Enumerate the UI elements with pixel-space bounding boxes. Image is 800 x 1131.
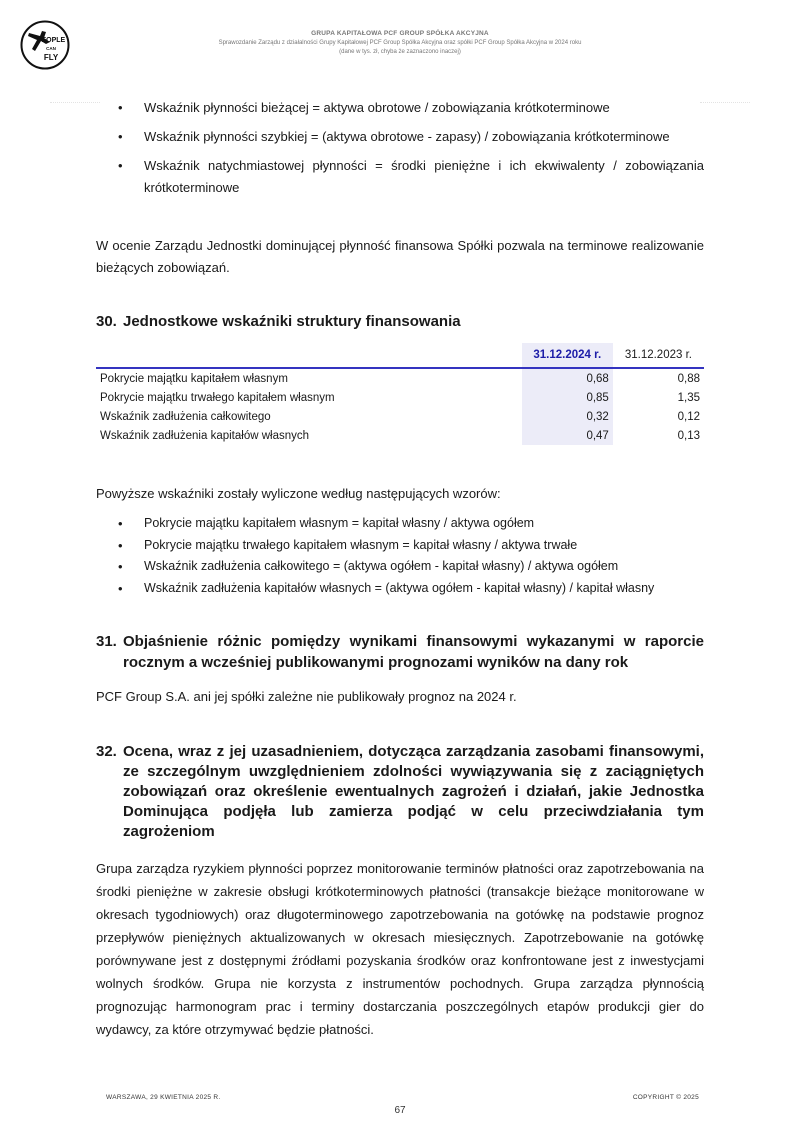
list-item: • Wskaźnik zadłużenia kapitałów własnych = (aktywa ogółem - kapitał własny) / kapitał własny: [96, 578, 704, 600]
list-item: • Wskaźnik natychmiastowej płynności = środki pieniężne i ich ekwiwalenty / zobowiązania krótkoterminowe: [96, 155, 704, 199]
footer-date: WARSZAWA, 29 KWIETNIA 2025 R.: [106, 1094, 221, 1101]
section-title: Objaśnienie różnic pomiędzy wynikami finansowymi wykazanymi w raporcie rocznym a wcześniej publikowanymi prognozami wyników na dany rok: [123, 633, 704, 671]
report-units-note: (dane w tys. zł, chyba że zaznaczono inaczej): [339, 49, 461, 55]
list-item: • Wskaźnik płynności szybkiej = (aktywa obrotowe - zapasy) / zobowiązania krótkoterminowe: [96, 126, 704, 148]
list-item: • Wskaźnik zadłużenia całkowitego = (aktywa ogółem - kapitał własny) / aktywa ogółem: [96, 556, 704, 578]
row-label: Pokrycie majątku kapitałem własnym: [100, 372, 288, 385]
value-2024: 0,47: [522, 426, 613, 445]
list-item: • Pokrycie majątku trwałego kapitałem własnym = kapitał własny / aktywa trwałe: [96, 535, 704, 557]
page-header: [0, 0, 800, 100]
section-number: 30.: [96, 313, 117, 330]
value-2023: 0,12: [677, 410, 700, 423]
table-row: [96, 388, 704, 407]
list-item: • Pokrycie majątku kapitałem własnym = kapitał własny / aktywa ogółem: [96, 513, 704, 535]
table-row: [96, 426, 704, 445]
header-divider-right: [700, 102, 750, 103]
people-can-fly-logo: [20, 20, 70, 70]
column-header: [96, 343, 522, 368]
section-number: 32.: [96, 743, 117, 760]
value-2024: 0,68: [522, 368, 613, 388]
list-item: • Wskaźnik płynności bieżącej = aktywa obrotowe / zobowiązania krótkoterminowe: [96, 97, 704, 119]
value-2023: 0,13: [677, 429, 700, 442]
row-label: Wskaźnik zadłużenia całkowitego: [100, 410, 271, 423]
table-header-row: [96, 343, 704, 368]
report-subtitle: Sprawozdanie Zarządu z działalności Grupy Kapitałowej PCF Group Spółka Akcyjna oraz spółki PCF Group Spółka Akcyjna w 2024 roku: [218, 40, 582, 46]
section-31-text: PCF Group S.A. ani jej spółki zależne nie publikowały prognoz na 2024 r.: [96, 689, 517, 704]
section-title: Ocena, wraz z jej uzasadnieniem, dotycząca zarządzania zasobami finansowymi, ze szczególnym uwzględnieniem zdolności wywiązywania się z zaciągniętych zobowiązań oraz określenie ewentualnych zagrożeń i działań, jakie Jednostka Dominująca podjęła lub zamierza podjąć w celu przeciwdziałania tym zagrożeniom: [123, 743, 704, 840]
liquidity-opinion: W ocenie Zarządu Jednostki dominującej płynność finansowa Spółki pozwala na terminowe realizowanie bieżących zobowiązań.: [96, 238, 704, 275]
row-label: Pokrycie majątku trwałego kapitałem własnym: [100, 391, 335, 404]
column-header-2024: 31.12.2024 r.: [522, 343, 613, 368]
section-31-heading: [96, 631, 704, 673]
financing-ratios-table: [96, 343, 704, 445]
column-header-2023: 31.12.2023 r.: [624, 349, 692, 361]
liquidity-formula-list: [96, 97, 704, 199]
section-32-heading: [96, 742, 704, 842]
svg-text:CAN: CAN: [46, 46, 56, 51]
value-2024: 0,85: [522, 388, 613, 407]
header-divider-left: [50, 102, 100, 103]
svg-text:FLY: FLY: [43, 53, 59, 62]
page-number: 67: [394, 1105, 406, 1116]
value-2023: 1,35: [677, 391, 700, 404]
section-title: Jednostkowe wskaźniki struktury finansowania: [123, 313, 461, 330]
value-2024: 0,32: [522, 407, 613, 426]
financing-formula-list: [96, 513, 704, 599]
svg-text:PEOPLE: PEOPLE: [36, 37, 66, 44]
row-label: Wskaźnik zadłużenia kapitałów własnych: [100, 429, 310, 442]
formulas-intro: Powyższe wskaźniki zostały wyliczone według następujących wzorów:: [96, 486, 501, 501]
report-title: GRUPA KAPITAŁOWA PCF GROUP SPÓŁKA AKCYJNA: [311, 30, 489, 37]
footer-copyright: COPYRIGHT © 2025: [632, 1094, 699, 1101]
section-32-text: Grupa zarządza ryzykiem płynności poprzez monitorowanie terminów płatności oraz zapotrzebowania na środki pieniężne w zakresie obsługi krótkoterminowych płatności (transakcje bieżące monitorowane w okresach tygodniowych) oraz długoterminowego zapotrzebowania na gotówkę na podstawie prognoz przepływów pieniężnych aktualizowanych w okresach miesięcznych. Zapotrzebowanie na gotówkę porównywane jest z dostępnymi źródłami pozyskania środków oraz konfrontowane jest z inwestycjami wolnych środków. Grupa nie korzysta z instrumentów pochodnych. Grupa zarządza płynnością prognozując harmonogram prac i terminy dostarczania poszczególnych etapów produkcji gier do wydawcy, za które otrzymywać będzie płatności.: [96, 861, 704, 1037]
section-30-heading: [96, 312, 704, 332]
value-2023: 0,88: [677, 372, 700, 385]
section-number: 31.: [96, 633, 117, 650]
table-row: [96, 368, 704, 388]
table-row: [96, 407, 704, 426]
